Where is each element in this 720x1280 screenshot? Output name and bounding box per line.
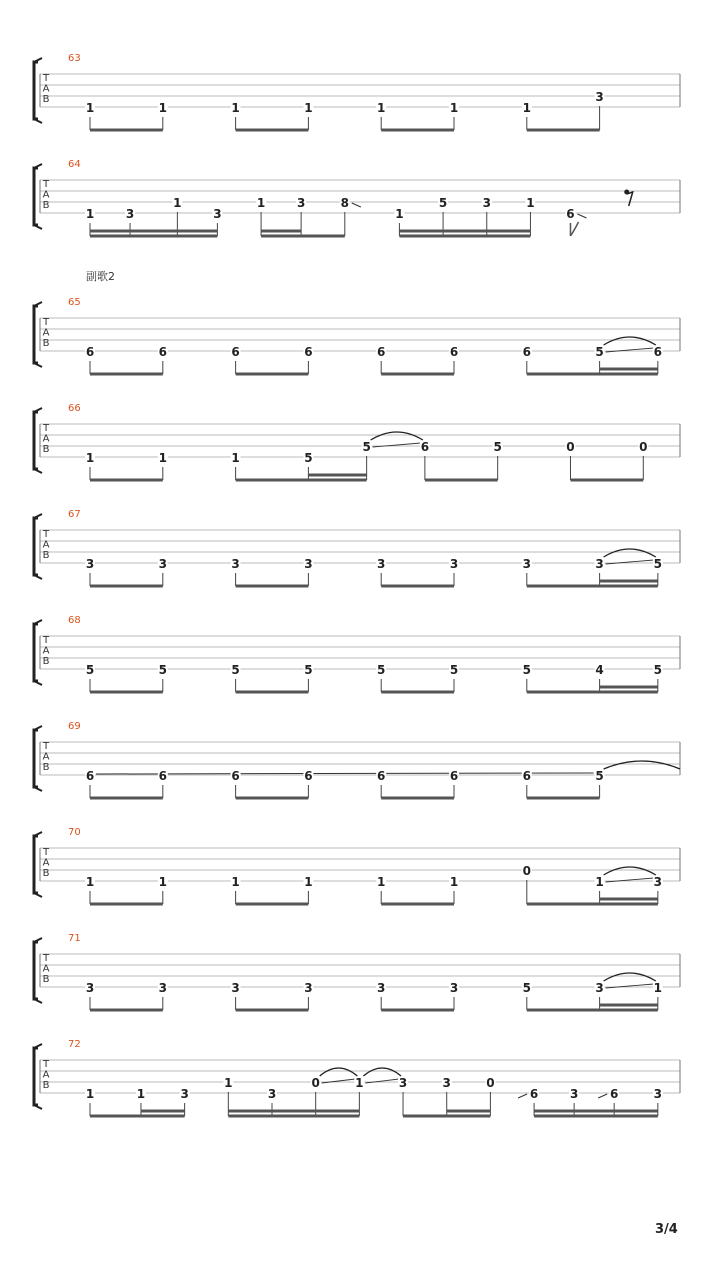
- measure-number: 70: [68, 827, 81, 838]
- tab-clef-letter: B: [42, 762, 50, 773]
- system-bracket: [34, 942, 38, 999]
- tab-clef-letter: A: [42, 189, 50, 201]
- fret-number: 1: [355, 1076, 364, 1090]
- fret-number: 6: [85, 769, 95, 783]
- fret-number: 6: [522, 769, 531, 783]
- tab-clef-letter: B: [42, 550, 50, 561]
- fret-number: 6: [449, 769, 459, 783]
- fret-number: 5: [377, 663, 386, 677]
- tab-clef-letter: T: [42, 635, 50, 646]
- fret-number: 1: [595, 875, 604, 889]
- fret-number: 3: [595, 557, 604, 571]
- tab-clef-letter: A: [42, 83, 50, 95]
- tie-arc: [371, 432, 423, 440]
- fret-number: 1: [304, 101, 313, 115]
- fret-number: 6: [304, 769, 313, 783]
- tie-arc: [604, 337, 656, 345]
- fret-number: 5: [653, 557, 663, 571]
- fret-number: 1: [304, 875, 313, 889]
- measure-number: 72: [68, 1039, 81, 1050]
- tab-clef-letter: A: [42, 751, 50, 763]
- tab-clef-letter: T: [42, 179, 50, 190]
- fret-number: 1: [377, 101, 386, 115]
- fret-number: 3: [296, 196, 306, 210]
- measure-number: 64: [68, 159, 81, 170]
- measure-number: 63: [68, 53, 81, 64]
- fret-number: 3: [442, 1076, 451, 1090]
- fret-number: 3: [304, 557, 313, 571]
- fret-number: 1: [653, 981, 663, 995]
- fret-number: 3: [398, 1076, 408, 1090]
- slide-in-mark: [518, 1094, 527, 1098]
- tab-clef-letter: B: [42, 974, 50, 985]
- tab-clef-letter: T: [42, 847, 50, 858]
- tab-clef-letter: B: [42, 656, 50, 667]
- fret-number: 1: [85, 451, 95, 465]
- measure-number: 71: [68, 933, 81, 944]
- fret-number: 1: [522, 101, 531, 115]
- fret-number: 5: [85, 663, 95, 677]
- slide-line: [96, 773, 594, 774]
- fret-number: 6: [522, 345, 531, 359]
- tab-clef-letter: T: [42, 741, 50, 752]
- tab-clef-letter: A: [42, 433, 50, 445]
- tab-clef-letter: B: [42, 868, 50, 879]
- fret-number: 3: [125, 207, 135, 221]
- fret-number: 6: [377, 345, 386, 359]
- page-number: 3/4: [655, 1222, 678, 1237]
- fret-number: 1: [173, 196, 182, 210]
- measure-number: 65: [68, 297, 81, 308]
- system-bracket: [34, 1048, 38, 1105]
- tie-arc: [604, 549, 656, 557]
- tab-clef-letter: T: [42, 423, 50, 434]
- fret-number: 1: [377, 875, 386, 889]
- fret-number: 1: [224, 1076, 233, 1090]
- fret-number: 3: [449, 981, 459, 995]
- fret-number: 5: [522, 981, 531, 995]
- tab-clef-letter: A: [42, 1069, 50, 1081]
- fret-number: 1: [395, 207, 404, 221]
- tie-arc: [363, 1068, 401, 1076]
- tab-clef-letter: T: [42, 317, 50, 328]
- slide-out-mark: [352, 203, 361, 207]
- tab-clef-letter: T: [42, 953, 50, 964]
- fret-number: 3: [449, 557, 459, 571]
- fret-number: 5: [595, 345, 604, 359]
- fret-number: 1: [231, 451, 240, 465]
- fret-number: 3: [180, 1087, 189, 1101]
- fret-number: 6: [85, 345, 95, 359]
- fret-number: 5: [438, 196, 448, 210]
- fret-number: 1: [85, 1087, 95, 1101]
- fret-number: 3: [522, 557, 531, 571]
- fret-number: 3: [595, 981, 604, 995]
- fret-number: 3: [377, 557, 386, 571]
- fret-number: 3: [213, 207, 222, 221]
- fret-number: 1: [231, 101, 240, 115]
- tab-clef-letter: T: [42, 73, 50, 84]
- fret-number: 3: [85, 981, 95, 995]
- fret-number: 6: [420, 440, 430, 454]
- tab-clef-letter: B: [42, 94, 50, 105]
- tab-clef-letter: B: [42, 444, 50, 455]
- fret-number: 5: [493, 440, 502, 454]
- tab-clef-letter: T: [42, 529, 50, 540]
- fret-number: 1: [136, 1087, 146, 1101]
- tab-clef-letter: B: [42, 1080, 50, 1091]
- tab-clef-letter: T: [42, 1059, 50, 1070]
- fret-number: 3: [377, 981, 386, 995]
- fret-number: 5: [595, 769, 604, 783]
- system-bracket: [34, 306, 38, 363]
- fret-number: 1: [526, 196, 535, 210]
- fret-number: 0: [566, 440, 575, 454]
- fret-number: 1: [256, 196, 266, 210]
- fret-number: 6: [231, 769, 240, 783]
- fret-number: 6: [158, 769, 167, 783]
- fret-number: 3: [482, 196, 491, 210]
- fret-number: 5: [304, 451, 313, 465]
- measure-number: 69: [68, 721, 81, 732]
- fret-number: 1: [231, 875, 240, 889]
- fret-number: 1: [158, 451, 167, 465]
- fret-number: 0: [522, 864, 531, 878]
- measure-number: 67: [68, 509, 81, 520]
- fret-number: 1: [449, 875, 459, 889]
- fret-number: 3: [653, 875, 663, 889]
- fret-number: 1: [158, 875, 167, 889]
- fret-number: 3: [158, 557, 167, 571]
- fret-number: 5: [231, 663, 240, 677]
- system-bracket: [34, 62, 38, 119]
- fret-number: 3: [653, 1087, 663, 1101]
- system-bracket: [34, 836, 38, 893]
- fret-number: 1: [85, 207, 95, 221]
- fret-number: 0: [486, 1076, 495, 1090]
- tab-clef-letter: A: [42, 645, 50, 657]
- fret-number: 3: [85, 557, 95, 571]
- slide-in-mark: [598, 1094, 607, 1098]
- fret-number: 5: [653, 663, 663, 677]
- tie-arc: [320, 1068, 358, 1076]
- fret-number: 6: [529, 1087, 539, 1101]
- tab-clef-letter: A: [42, 327, 50, 339]
- fret-number: 6: [158, 345, 167, 359]
- tab-clef-letter: A: [42, 963, 50, 975]
- fret-number: 5: [449, 663, 459, 677]
- system-bracket: [34, 624, 38, 681]
- fret-number: 6: [449, 345, 459, 359]
- fret-number: 6: [231, 345, 240, 359]
- tab-clef-letter: B: [42, 200, 50, 211]
- fret-number: 3: [231, 981, 240, 995]
- slide-out-mark: [577, 214, 586, 218]
- tab-clef-letter: B: [42, 338, 50, 349]
- fret-number: 6: [304, 345, 313, 359]
- fret-number: 3: [595, 90, 604, 104]
- fret-number: 5: [158, 663, 167, 677]
- system-bracket: [34, 730, 38, 787]
- fret-number: 1: [85, 875, 95, 889]
- fret-number: 3: [569, 1087, 579, 1101]
- fret-number: 4: [595, 663, 604, 677]
- fret-number: 6: [377, 769, 386, 783]
- fret-number: 6: [609, 1087, 619, 1101]
- fret-number: 6: [566, 207, 575, 221]
- tab-clef-letter: A: [42, 539, 50, 551]
- tie-arc: [604, 867, 656, 875]
- eighth-rest-icon: [627, 192, 633, 206]
- fret-number: 1: [85, 101, 95, 115]
- fret-number: 3: [231, 557, 240, 571]
- fret-number: 3: [158, 981, 167, 995]
- note-flag: [570, 222, 578, 236]
- fret-number: 3: [267, 1087, 277, 1101]
- fret-number: 3: [304, 981, 313, 995]
- tie-arc: [604, 761, 680, 769]
- fret-number: 6: [653, 345, 663, 359]
- section-label: 副歌2: [86, 270, 115, 283]
- fret-number: 5: [522, 663, 531, 677]
- fret-number: 0: [639, 440, 648, 454]
- fret-number: 0: [311, 1076, 320, 1090]
- fret-number: 8: [340, 196, 349, 210]
- fret-number: 1: [158, 101, 167, 115]
- tab-clef-letter: A: [42, 857, 50, 869]
- system-bracket: [34, 168, 38, 225]
- measure-number: 66: [68, 403, 81, 414]
- system-bracket: [34, 412, 38, 469]
- fret-number: 5: [362, 440, 371, 454]
- tie-arc: [604, 973, 656, 981]
- fret-number: 1: [449, 101, 459, 115]
- system-bracket: [34, 518, 38, 575]
- measure-number: 68: [68, 615, 81, 626]
- fret-number: 5: [304, 663, 313, 677]
